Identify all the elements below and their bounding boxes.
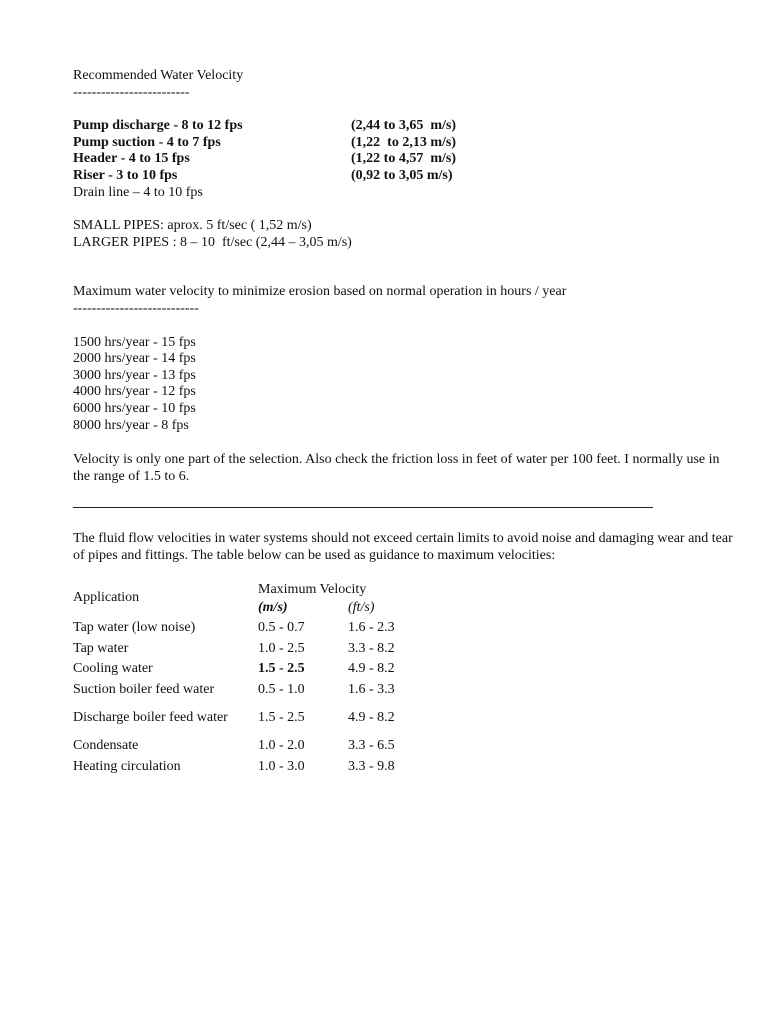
larger-pipes-text: LARGER PIPES : 8 – 10 ft/sec (2,44 – 3,05 m/s) bbox=[73, 234, 352, 250]
cell-ms: 1.5 - 2.5 bbox=[258, 710, 305, 726]
table-row bbox=[73, 680, 438, 701]
header-max-velocity: Maximum Velocity bbox=[258, 582, 367, 598]
section-title-recommended-velocity: Recommended Water Velocity bbox=[73, 68, 244, 83]
velocity-row-ms: (1,22 to 4,57 m/s) bbox=[351, 151, 456, 167]
cell-application: Tap water bbox=[73, 640, 129, 656]
list-item: 1500 hrs/year - 15 fps bbox=[73, 334, 196, 350]
list-item: 2000 hrs/year - 14 fps bbox=[73, 351, 196, 367]
friction-loss-note: Velocity is only one part of the selection. Also check the friction loss in feet of water per 100 feet. I normally use in the range of 1.5 to 6. bbox=[73, 452, 720, 485]
cell-ms: 1.0 - 2.0 bbox=[258, 738, 305, 754]
cell-application: Heating circulation bbox=[73, 758, 181, 774]
cell-application: Condensate bbox=[73, 738, 139, 754]
cell-ms: 1.5 - 2.5 bbox=[258, 661, 305, 677]
section-title-erosion: Maximum water velocity to minimize erosion based on normal operation in hours / year bbox=[73, 284, 567, 300]
table-row bbox=[73, 736, 438, 757]
title-underline: ------------------------- bbox=[73, 84, 190, 100]
header-application: Application bbox=[73, 590, 140, 606]
unit-ms: (m/s) bbox=[258, 600, 288, 616]
cell-ms: 1.0 - 3.0 bbox=[258, 758, 305, 774]
velocity-row-ms: (2,44 to 3,65 m/s) bbox=[351, 118, 456, 134]
cell-application: Suction boiler feed water bbox=[73, 681, 215, 697]
table-header-row bbox=[73, 578, 438, 598]
cell-fts: 3.3 - 9.8 bbox=[348, 758, 395, 774]
cell-application: Cooling water bbox=[73, 661, 153, 677]
table-row bbox=[73, 659, 438, 680]
cell-application: Tap water (low noise) bbox=[73, 620, 196, 636]
title-underline: --------------------------- bbox=[73, 300, 199, 316]
cell-ms: 1.0 - 2.5 bbox=[258, 640, 305, 656]
velocity-row-ms: (1,22 to 2,13 m/s) bbox=[351, 134, 456, 150]
table-row bbox=[73, 618, 438, 639]
max-velocity-table bbox=[73, 578, 438, 777]
cell-fts: 4.9 - 8.2 bbox=[348, 710, 395, 726]
cell-fts: 3.3 - 8.2 bbox=[348, 640, 395, 656]
fluid-flow-intro: The fluid flow velocities in water systems should not exceed certain limits to avoid noise and damaging wear and tear of pipes and fittings. The table below can be used as guidance to maximum velocities: bbox=[73, 531, 733, 564]
table-row bbox=[73, 700, 438, 736]
cell-ms: 0.5 - 1.0 bbox=[258, 681, 305, 697]
unit-fts: (ft/s) bbox=[348, 600, 375, 616]
small-pipes-text: SMALL PIPES: aprox. 5 ft/sec ( 1,52 m/s) bbox=[73, 218, 312, 234]
cell-fts: 1.6 - 3.3 bbox=[348, 681, 395, 697]
cell-ms: 0.5 - 0.7 bbox=[258, 620, 305, 636]
list-item: 8000 hrs/year - 8 fps bbox=[73, 417, 189, 433]
list-item: 3000 hrs/year - 13 fps bbox=[73, 367, 196, 383]
velocity-row bbox=[73, 151, 733, 168]
velocity-row bbox=[73, 118, 733, 135]
velocity-row bbox=[73, 135, 733, 152]
list-item: 6000 hrs/year - 10 fps bbox=[73, 400, 196, 416]
velocity-row-ms: (0,92 to 3,05 m/s) bbox=[351, 167, 453, 183]
document-page bbox=[73, 68, 733, 777]
velocity-row bbox=[73, 168, 733, 185]
velocity-row-fps: Pump discharge - 8 to 12 fps bbox=[73, 118, 243, 134]
table-row bbox=[73, 639, 438, 660]
cell-fts: 1.6 - 2.3 bbox=[348, 620, 395, 636]
velocity-row-fps: Pump suction - 4 to 7 fps bbox=[73, 134, 221, 150]
cell-fts: 3.3 - 6.5 bbox=[348, 738, 395, 754]
velocity-row-fps: Header - 4 to 15 fps bbox=[73, 151, 190, 167]
horizontal-divider bbox=[73, 507, 653, 508]
velocity-row-fps: Riser - 3 to 10 fps bbox=[73, 167, 178, 183]
cell-fts: 4.9 - 8.2 bbox=[348, 661, 395, 677]
drain-line-text: Drain line – 4 to 10 fps bbox=[73, 184, 203, 200]
cell-application: Discharge boiler feed water bbox=[73, 710, 228, 726]
list-item: 4000 hrs/year - 12 fps bbox=[73, 384, 196, 400]
table-row bbox=[73, 757, 438, 778]
